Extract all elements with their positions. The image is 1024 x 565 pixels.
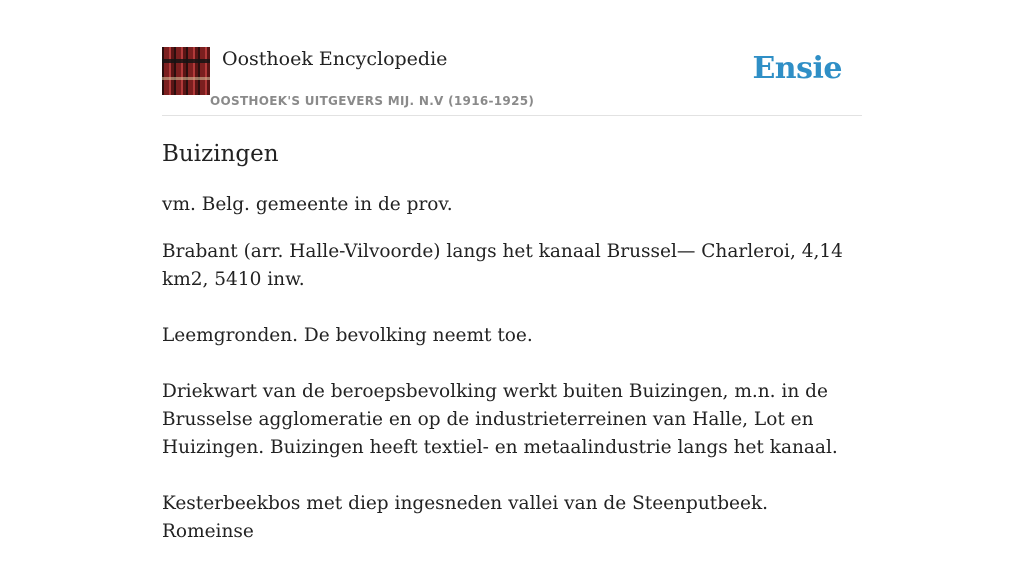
header <box>162 47 862 115</box>
article-paragraph: Driekwart van de beroepsbevolking werkt buiten Buizingen, m.n. in de Brusselse agglomeratie en op de industrieterreinen van Halle, Lot en Huizingen. Buizingen heeft textiel- en metaalindustrie langs het kanaal. <box>162 381 838 458</box>
article-paragraph: Kesterbeekbos met diep ingesneden vallei van de Steenputbeek. Romeinse <box>162 493 769 542</box>
article-paragraph: Leemgronden. De bevolking neemt toe. <box>162 325 533 346</box>
avatar-band-dark <box>162 59 210 63</box>
header-divider <box>162 115 862 116</box>
encyclopedia-books-icon <box>162 47 210 95</box>
publisher-avatar[interactable] <box>162 47 210 95</box>
site-name-link[interactable]: Oosthoek Encyclopedie <box>222 48 448 70</box>
article-title: Buizingen <box>162 141 279 167</box>
article-paragraph: vm. Belg. gemeente in de prov. <box>162 194 453 215</box>
avatar-band-light <box>162 77 210 80</box>
brand-logo-link[interactable]: Ensie <box>752 51 842 86</box>
article-paragraph: Brabant (arr. Halle-Vilvoorde) langs het kanaal Brussel— Charleroi, 4,14 km2, 5410 inw. <box>162 241 843 290</box>
article-body <box>162 136 864 565</box>
publisher-label: OOSTHOEK'S UITGEVERS MIJ. N.V (1916-1925) <box>210 94 535 108</box>
